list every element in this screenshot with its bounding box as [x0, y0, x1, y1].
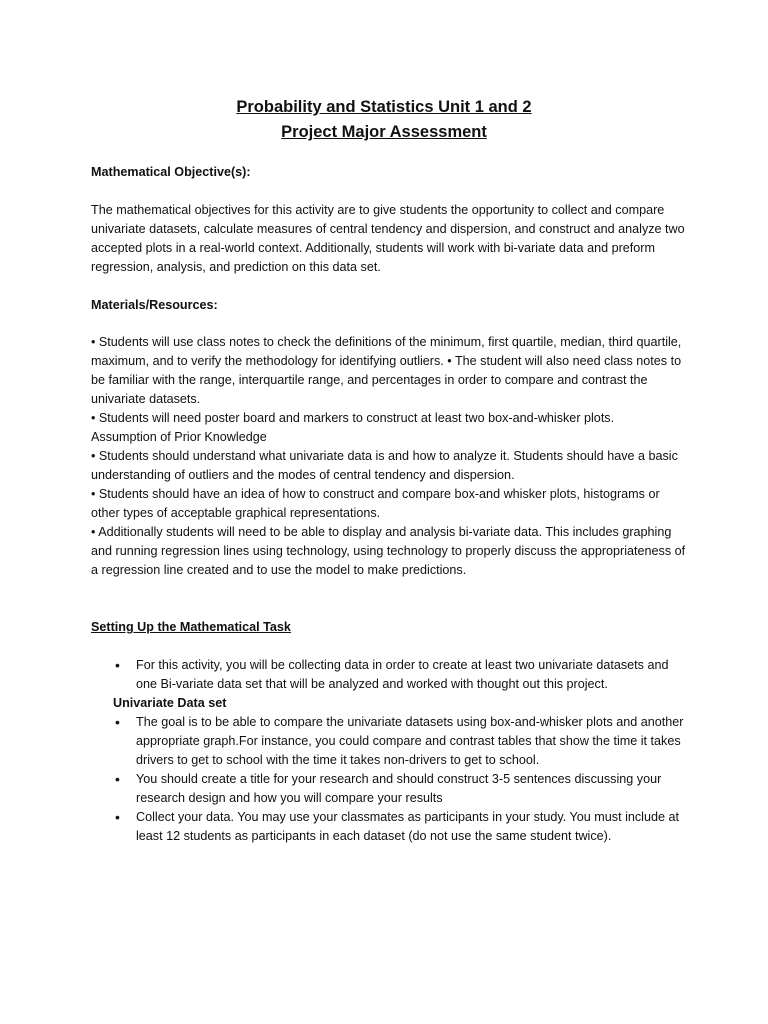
- document-title-line-1: Probability and Statistics Unit 1 and 2: [236, 98, 532, 116]
- materials-line: • Additionally students will need to be able to display and analysis bi-variate data. This includes graphing and running regression lines using technology, using technology to properly discuss the appropriateness of a regression line created and to use the model to make predictions.: [91, 525, 686, 577]
- prior-knowledge-heading: Assumption of Prior Knowledge: [91, 430, 267, 444]
- univariate-heading: Univariate Data set: [113, 696, 227, 710]
- list-item: [91, 770, 691, 808]
- task-heading: Setting Up the Mathematical Task: [91, 620, 291, 634]
- materials-line: • Students will use class notes to check the definitions of the minimum, first quartile, median, third quartile, maximum, and to verify the methodology for identifying outliers. • The student will also need class notes to be familiar with the range, interquartile range, and percentages in order to compare and contrast the univariate datasets.: [91, 335, 682, 406]
- objective-heading: Mathematical Objective(s):: [91, 165, 251, 179]
- univariate-bullet-text: The goal is to be able to compare the univariate datasets using box-and-whisker plots and another appropriate graph.For instance, you could compare and contrast tables that show the time it takes drivers to get to school with the time it takes non-drivers to get to school.: [136, 715, 684, 767]
- materials-line: • Students should understand what univariate data is and how to analyze it. Students should have a basic understanding of outliers and the modes of central tendency and dispersion.: [91, 449, 678, 482]
- materials-line: • Students should have an idea of how to construct and compare box-and whisker plots, histograms or other types of acceptable graphical representations.: [91, 487, 660, 520]
- univariate-bullet-text: Collect your data. You may use your classmates as participants in your study. You must include at least 12 students as participants in each dataset (do not use the same student twice).: [136, 810, 679, 843]
- task-bullet-text: For this activity, you will be collecting data in order to create at least two univariate datasets and one Bi-variate data set that will be analyzed and worked with thought out this project.: [136, 658, 669, 691]
- univariate-bullet-text: You should create a title for your research and should construct 3-5 sentences discussing your research design and how you will compare your results: [136, 772, 662, 805]
- materials-heading: Materials/Resources:: [91, 298, 218, 312]
- task-list: [91, 656, 691, 846]
- objective-paragraph: [91, 201, 691, 277]
- objective-text: The mathematical objectives for this activity are to give students the opportunity to collect and compare univariate datasets, calculate measures of central tendency and dispersion, and construct and analyze two accepted plots in a real-world context. Additionally, students will work with bi-variate data and preform regression, analysis, and prediction on this data set.: [91, 203, 685, 274]
- list-item: [91, 656, 691, 694]
- list-item: [91, 808, 691, 846]
- materials-block: [91, 333, 691, 580]
- list-item: [91, 713, 691, 770]
- document-title-line-2: Project Major Assessment: [281, 123, 487, 141]
- materials-line: • Students will need poster board and markers to construct at least two box-and-whisker plots.: [91, 411, 615, 425]
